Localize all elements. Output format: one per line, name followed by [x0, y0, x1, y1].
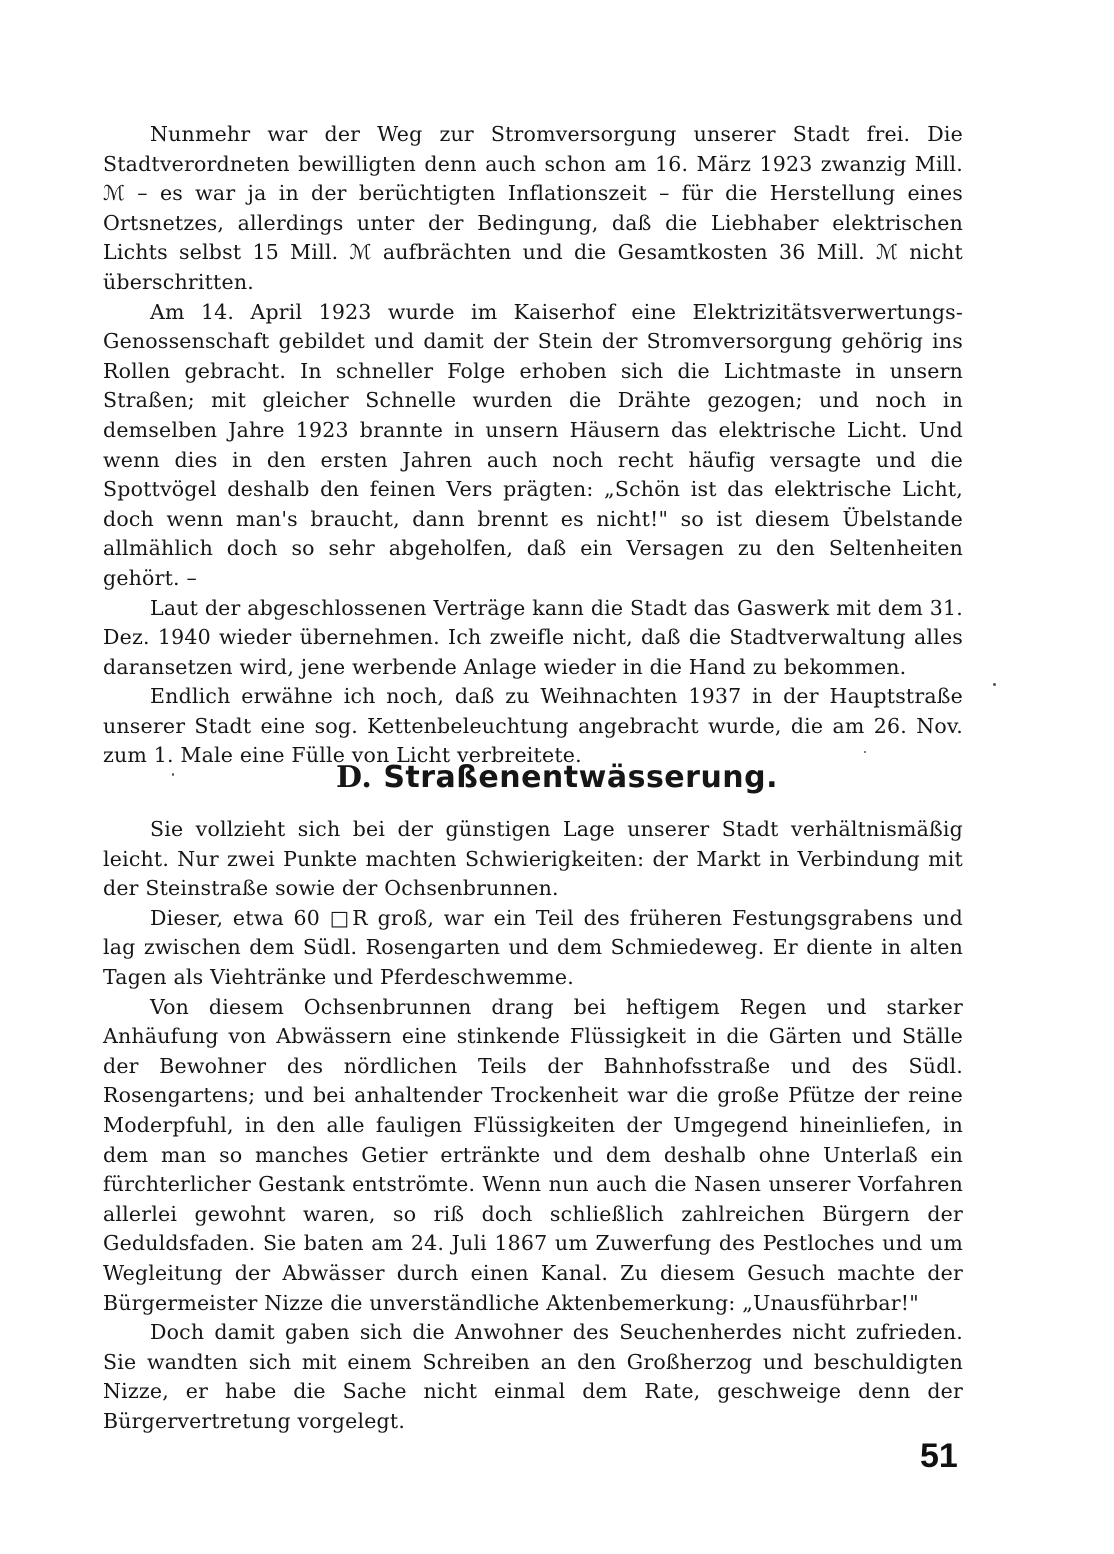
scan-speck	[993, 683, 996, 686]
section-letter: D.	[335, 760, 373, 795]
paragraph: Endlich erwähne ich noch, daß zu Weihnachten 1937 in der Hauptstraße unserer Stadt eine sog. Kettenbeleuchtung angebracht wurde, die am 26. Nov. zum 1. Male eine Fülle von Licht verbreitete.	[103, 684, 963, 768]
page-number: 51	[920, 1437, 958, 1475]
section-heading	[0, 760, 1114, 795]
paragraph: Sie vollzieht sich bei der günstigen Lage unserer Stadt verhältnismäßig leicht. Nur zwei Punkte machten Schwierigkeiten: der Markt in Verbindung mit der Steinstraße sowie der Ochsenbrunnen.	[103, 817, 963, 901]
paragraph: Von diesem Ochsenbrunnen drang bei heftigem Regen und starker Anhäufung von Abwässern eine stinkende Flüssigkeit in die Gärten und Ställe der Bewohner des nördlichen Teils der Bahnhofsstraße und des Südl. Rosengartens; und bei anhaltender Trockenheit war die große Pfütze der reine Moderpfuhl, in den alle fauligen Flüssigkeiten der Umgegend hineinliefen, in dem man so manches Getier ertränkte und dem deshalb ohne Unterlaß ein fürchterlicher Gestank entströmte. Wenn nun auch die Nasen unserer Vorfahren allerlei gewohnt waren, so riß doch schließlich zahlreichen Bürgern der Geduldsfaden. Sie baten am 24. Juli 1867 um Zuwerfung des Pestloches und um Wegleitung der Abwässer durch einen Kanal. Zu diesem Gesuch machte der Bürgermeister Nizze die unverständliche Aktenbemerkung: „Unausführbar!"	[103, 994, 963, 1315]
scan-speck	[864, 751, 866, 753]
paragraph: Dieser, etwa 60 □R groß, war ein Teil des früheren Festungsgrabens und lag zwischen dem Südl. Rosengarten und dem Schmiedeweg. Er diente in alten Tagen als Viehtränke und Pferdeschwemme.	[103, 905, 963, 989]
paragraph: Am 14. April 1923 wurde im Kaiserhof eine Elektrizitätsverwertungs-Genossenschaft gebildet und damit der Stein der Stromversorgung gehörig ins Rollen gebracht. In schneller Folge erhoben sich die Lichtmaste in unsern Straßen; mit gleicher Schnelle wurden die Drähte gezogen; und noch in demselben Jahre 1923 brannte in unsern Häusern das elektrische Licht. Und wenn dies in den ersten Jahren auch noch recht häufig versagte und die Spottvögel deshalb den feinen Vers prägten: „Schön ist das elektrische Licht, doch wenn man's braucht, dann brennt es nicht!" so ist diesem Übelstande allmählich doch so sehr abgeholfen, daß ein Versagen zu den Seltenheiten gehört. –	[103, 299, 963, 590]
paragraph: Laut der abgeschlossenen Verträge kann die Stadt das Gaswerk mit dem 31. Dez. 1940 wieder übernehmen. Ich zweifle nicht, daß die Stadtverwaltung alles daransetzen wird, jene werbende Anlage wieder in die Hand zu bekommen.	[103, 595, 963, 679]
section-title: Straßenentwässerung.	[383, 760, 779, 795]
section-c-text	[103, 120, 963, 771]
paragraph: Doch damit gaben sich die Anwohner des Seuchenherdes nicht zufrieden. Sie wandten sich mit einem Schreiben an den Großherzog und beschuldigten Nizze, er habe die Sache nicht einmal dem Rate, geschweige denn der Bürgervertretung vorgelegt.	[103, 1320, 963, 1433]
scan-speck	[172, 773, 174, 776]
paragraph: Nunmehr war der Weg zur Stromversorgung unserer Stadt frei. Die Stadtverordneten bewilligten denn auch schon am 16. März 1923 zwanzig Mill. ℳ – es war ja in der berüchtigten Inflationszeit – für die Herstellung eines Ortsnetzes, allerdings unter der Bedingung, daß die Liebhaber elektrischen Lichts selbst 15 Mill. ℳ aufbrächten und die Gesamtkosten 36 Mill. ℳ nicht überschritten.	[103, 122, 963, 294]
section-d-text	[103, 815, 963, 1436]
